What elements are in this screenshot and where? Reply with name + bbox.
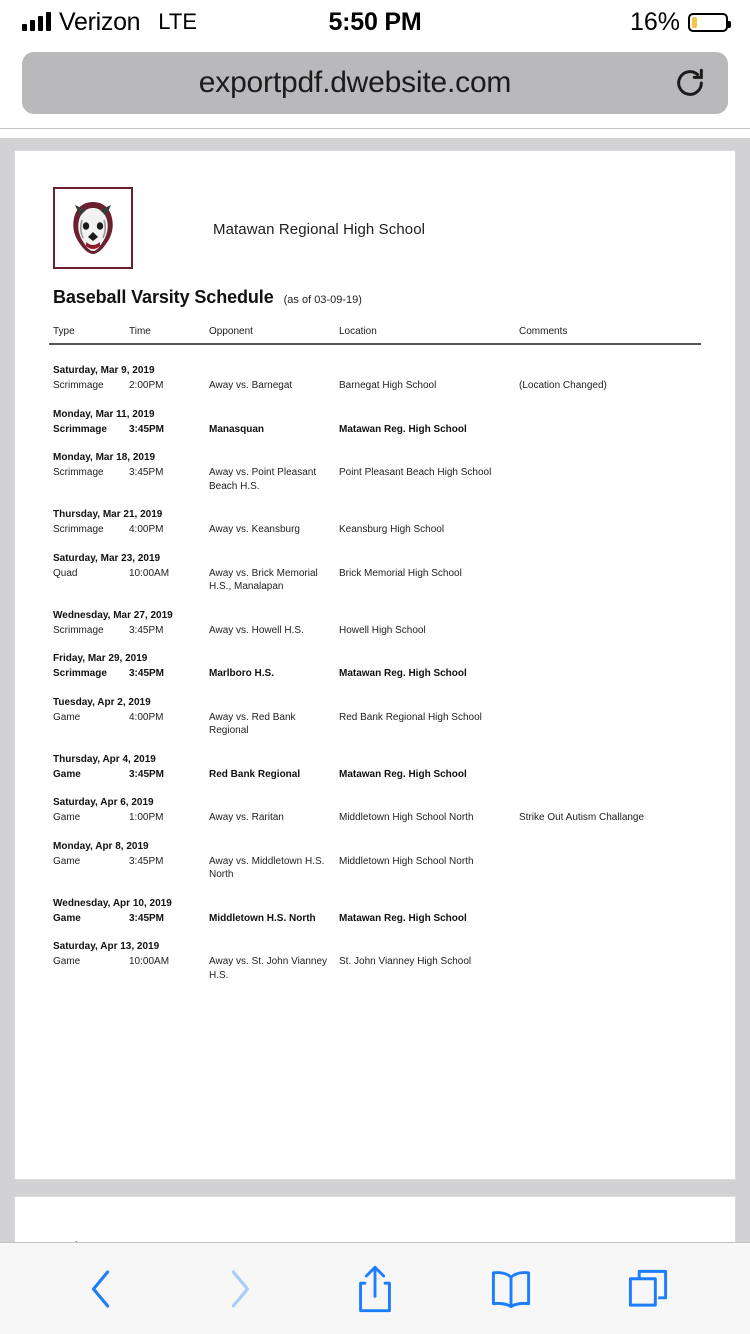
cell-opponent: Away vs. Raritan [209,812,284,823]
schedule-date-row [49,495,701,522]
back-button[interactable] [34,1243,170,1334]
battery-icon [688,13,728,32]
browser-toolbar [0,1242,750,1334]
cell-opponent: Manasquan [209,423,265,435]
schedule-table [49,326,701,984]
cell-comments [515,623,701,640]
cell-location: Matawan Reg. High School [339,423,467,435]
share-button[interactable] [307,1243,443,1334]
column-header-location: Location [335,326,515,344]
status-bar-right [630,8,728,37]
schedule-date-label: Wednesday, Apr 10, 2019 [53,897,172,909]
reload-icon[interactable] [670,63,710,103]
schedule-date-row [49,539,701,566]
school-name: Matawan Regional High School [213,221,426,238]
table-row [49,767,701,784]
cell-time: 3:45PM [129,467,164,478]
cell-opponent: Middletown H.S. North [209,912,316,924]
schedule-date-label: Monday, Mar 18, 2019 [53,452,156,463]
schedule-date-label: Monday, Apr 8, 2019 [53,840,149,852]
schedule-date-row [49,827,701,854]
table-row [49,954,701,984]
cell-opponent: Away vs. Barnegat [209,380,293,391]
schedule-date-row [49,683,701,710]
cell-type: Scrimmage [53,467,104,478]
cell-time: 10:00AM [129,567,170,579]
cell-type: Scrimmage [53,423,107,435]
schedule-date-row [49,740,701,767]
cell-opponent: Marlboro H.S. [209,668,275,679]
network-type-label: LTE [158,9,198,34]
cell-comments: (Location Changed) [519,380,607,391]
cell-comments [515,911,701,928]
husky-mascot-logo [53,187,133,269]
schedule-date-row [49,783,701,810]
schedule-date-row [49,884,701,911]
cell-location: Keansburg High School [339,524,445,535]
cell-time: 2:00PM [129,380,164,391]
bookmarks-button[interactable] [443,1243,579,1334]
cell-location: Brick Memorial High School [339,567,462,579]
table-row [49,810,701,827]
table-row [49,911,701,928]
battery-percent-label: 16% [629,7,680,36]
table-header [49,326,701,344]
signal-strength-icon [22,13,51,31]
cell-comments [515,710,701,740]
table-body [49,344,701,984]
cell-time: 1:00PM [129,812,164,823]
cell-type: Scrimmage [53,624,104,636]
carrier-label: Verizon [59,7,141,36]
page-title: Baseball Varsity Schedule [53,287,274,307]
cell-comments [515,854,701,884]
url-text[interactable]: exportpdf.dwebsite.com [198,66,512,99]
column-header-comments: Comments [515,326,701,344]
table-row [49,666,701,683]
cell-comments [515,954,701,984]
clock-label: 5:50 PM [328,7,422,36]
cell-comments [515,566,701,596]
address-bar[interactable] [22,52,728,114]
cell-comments [515,422,701,439]
cell-opponent: Away vs. St. John Vianney H.S. [209,956,328,981]
web-content-area[interactable] [0,138,750,1242]
cell-type: Scrimmage [53,524,104,535]
cell-location: Barnegat High School [339,380,437,391]
table-row [49,566,701,596]
table-row [49,465,701,495]
cell-opponent: Away vs. Howell H.S. [209,624,304,636]
schedule-date-label: Tuesday, Apr 2, 2019 [53,696,151,708]
cell-opponent: Red Bank Regional [209,768,301,780]
cell-type: Game [53,855,81,867]
cell-opponent: Away vs. Point Pleasant Beach H.S. [209,467,317,492]
schedule-date-label: Friday, Mar 29, 2019 [53,653,148,664]
browser-chrome [0,44,750,129]
cell-type: Scrimmage [53,668,107,679]
cell-time: 3:45PM [129,768,165,780]
cell-time: 3:45PM [129,624,164,636]
schedule-date-row [49,344,701,378]
cell-location: Middletown High School North [339,812,474,823]
forward-button[interactable] [170,1243,306,1334]
schedule-title-row [49,287,701,308]
cell-location: Matawan Reg. High School [339,668,467,679]
cell-type: Scrimmage [53,380,104,391]
cell-time: 3:45PM [129,423,165,435]
cell-comments [515,522,701,539]
table-row [49,623,701,640]
cell-opponent: Away vs. Brick Memorial H.S., Manalapan [209,567,318,592]
document-header [49,187,701,269]
husky-icon [55,189,131,267]
cell-type: Game [53,912,81,924]
tabs-button[interactable] [580,1243,716,1334]
cell-type: Quad [53,567,78,579]
cell-comments: Strike Out Autism Challange [519,812,645,823]
column-header-time: Time [125,326,205,344]
schedule-date-label: Monday, Mar 11, 2019 [53,408,155,420]
cell-location: Matawan Reg. High School [339,768,467,780]
cell-comments [515,465,701,495]
cell-type: Game [53,768,81,780]
schedule-date-label: Thursday, Mar 21, 2019 [53,509,163,520]
pdf-page-1 [14,150,736,1180]
cell-time: 3:45PM [129,855,164,867]
table-row [49,422,701,439]
schedule-date-row [49,438,701,465]
schedule-date-row [49,596,701,623]
schedule-date-label: Saturday, Mar 23, 2019 [53,552,161,564]
schedule-date-label: Thursday, Apr 4, 2019 [53,753,156,765]
column-header-opponent: Opponent [205,326,335,344]
schedule-date-label: Saturday, Apr 13, 2019 [53,941,160,952]
cell-comments [515,666,701,683]
cell-type: Game [53,711,81,723]
schedule-date-label: Saturday, Mar 9, 2019 [53,365,155,376]
cell-type: Game [53,812,81,823]
cell-opponent: Away vs. Middletown H.S. North [209,855,325,880]
cell-location: Matawan Reg. High School [339,912,467,924]
column-header-type: Type [49,326,125,344]
cell-time: 3:45PM [129,912,165,924]
schedule-date-label: Saturday, Apr 6, 2019 [53,797,154,808]
cell-type: Game [53,956,81,967]
table-row [49,522,701,539]
table-row [49,710,701,740]
schedule-date-row [49,395,701,422]
status-bar [0,0,750,44]
schedule-date-row [49,927,701,954]
cell-opponent: Away vs. Keansburg [209,524,300,535]
schedule-date-row [49,639,701,666]
table-row [49,854,701,884]
cell-time: 4:00PM [129,711,164,723]
as-of-label: (as of 03-09-19) [283,294,362,306]
cell-location: St. John Vianney High School [339,956,472,967]
cell-location: Howell High School [339,624,426,636]
cell-time: 4:00PM [129,524,164,535]
schedule-date-label: Wednesday, Mar 27, 2019 [53,609,173,621]
cell-location: Point Pleasant Beach High School [339,467,492,478]
status-bar-left [22,8,197,37]
cell-time: 3:45PM [129,668,165,679]
cell-comments [515,767,701,784]
cell-location: Red Bank Regional High School [339,711,482,723]
cell-location: Middletown High School North [339,855,474,867]
cell-opponent: Away vs. Red Bank Regional [209,711,296,736]
table-row [49,378,701,395]
cell-time: 10:00AM [129,956,170,967]
